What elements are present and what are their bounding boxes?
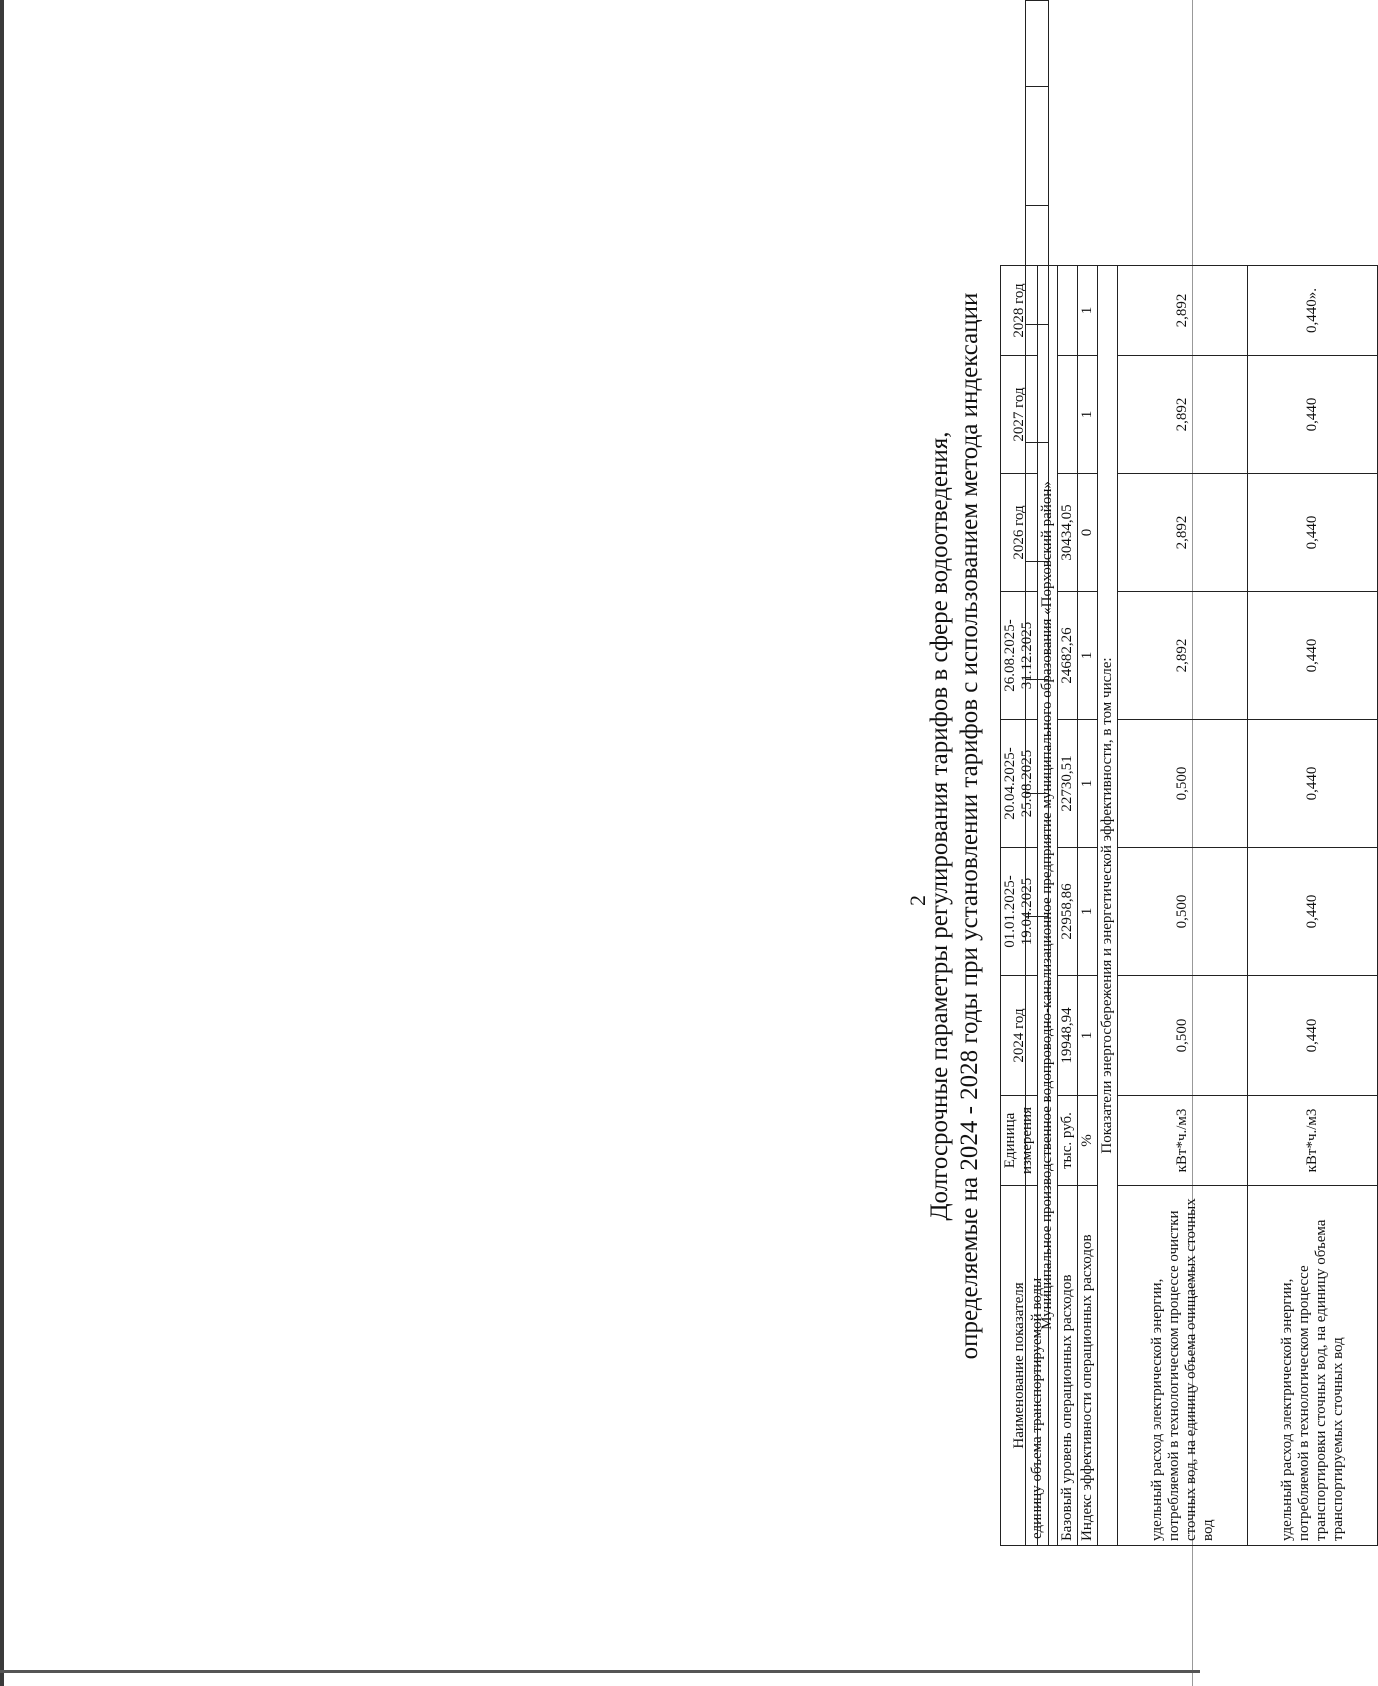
indicator-name: удельный расход электрической энергии, потребляемой в технологическом процессе очистки сточных вод, на единицу объема очищаемых сточных вод bbox=[1118, 1186, 1248, 1546]
value-cell: 0,440 bbox=[1248, 976, 1378, 1096]
value-cell: 0,500 bbox=[1118, 720, 1248, 848]
title-line-2: определяемые на 2024 - 2028 годы при установлении тарифов с использованием метода индексации bbox=[956, 292, 983, 1360]
header-cell: 20.04.2025-25.08.2025 bbox=[1001, 720, 1038, 848]
document-title bbox=[925, 106, 985, 1546]
header-cell: Единица измерения bbox=[1001, 1096, 1038, 1186]
value-cell: 30434,05 bbox=[1058, 474, 1078, 592]
header-cell: 2027 год bbox=[1001, 356, 1038, 474]
header-cell: 2024 год bbox=[1001, 976, 1038, 1096]
header-cell: 01.01.2025-19.04.2025 bbox=[1001, 848, 1038, 976]
value-cell: 1 bbox=[1078, 976, 1098, 1096]
value-cell: 0,500 bbox=[1118, 848, 1248, 976]
header-cell: 2026 год bbox=[1001, 474, 1038, 592]
organization-name: Муниципальное производственное водопроводно-канализационное предприятие муниципального образования «Порховский район» bbox=[1038, 266, 1058, 1546]
table-row bbox=[1078, 266, 1098, 1546]
value-cell: 0,440 bbox=[1248, 592, 1378, 720]
value-cell: 0,440». bbox=[1248, 266, 1378, 356]
value-cell: 2,892 bbox=[1118, 356, 1248, 474]
parameters-table bbox=[1000, 265, 1378, 1546]
title-line-1: Долгосрочные параметры регулирования тарифов в сфере водоотведения, bbox=[926, 431, 953, 1221]
value-cell: 1 bbox=[1078, 266, 1098, 356]
value-cell: 2,892 bbox=[1118, 592, 1248, 720]
value-cell bbox=[1058, 266, 1078, 356]
unit-cell: тыс. руб. bbox=[1058, 1096, 1078, 1186]
table-row bbox=[1118, 266, 1248, 1546]
value-cell: 22730,51 bbox=[1058, 720, 1078, 848]
unit-cell: % bbox=[1078, 1096, 1098, 1186]
org-row bbox=[1038, 266, 1058, 1546]
value-cell: 0,440 bbox=[1248, 848, 1378, 976]
value-cell: 19948,94 bbox=[1058, 976, 1078, 1096]
section-title: Показатели энергосбережения и энергетической эффективности, в том числе: bbox=[1098, 266, 1118, 1546]
unit-cell: кВт*ч./м3 bbox=[1248, 1096, 1378, 1186]
value-cell: 22958,86 bbox=[1058, 848, 1078, 976]
page-number: 2 bbox=[905, 895, 930, 906]
value-cell: 1 bbox=[1078, 356, 1098, 474]
value-cell: 0,500 bbox=[1118, 976, 1248, 1096]
value-cell: 2,892 bbox=[1118, 266, 1248, 356]
indicator-name: Базовый уровень операционных расходов bbox=[1058, 1186, 1078, 1546]
value-cell: 1 bbox=[1078, 720, 1098, 848]
table-row bbox=[1058, 266, 1078, 1546]
header-row bbox=[1001, 266, 1038, 1546]
value-cell: 0 bbox=[1078, 474, 1098, 592]
value-cell: 0,440 bbox=[1248, 474, 1378, 592]
fragment-label: единицу объема транспортируемой воды bbox=[1026, 917, 1049, 1546]
unit-cell: кВт*ч./м3 bbox=[1118, 1096, 1248, 1186]
indicator-name: Индекс эффективности операционных расходов bbox=[1078, 1186, 1098, 1546]
indicator-name: удельный расход электрической энергии, потребляемой в технологическом процессе транспортировки сточных вод, на единицу объема транспортируемых сточных вод bbox=[1248, 1186, 1378, 1546]
value-cell: 1 bbox=[1078, 592, 1098, 720]
value-cell: 1 bbox=[1078, 848, 1098, 976]
section-row bbox=[1098, 266, 1118, 1546]
value-cell: 2,892 bbox=[1118, 474, 1248, 592]
value-cell: 0,440 bbox=[1248, 720, 1378, 848]
value-cell: 24682,26 bbox=[1058, 592, 1078, 720]
header-cell: 2028 год bbox=[1001, 266, 1038, 356]
header-cell: 26.08.2025-31.12.2025 bbox=[1001, 592, 1038, 720]
table-row bbox=[1248, 266, 1378, 1546]
value-cell bbox=[1058, 356, 1078, 474]
value-cell: 0,440 bbox=[1248, 356, 1378, 474]
header-cell: Наименование показателя bbox=[1001, 1186, 1038, 1546]
